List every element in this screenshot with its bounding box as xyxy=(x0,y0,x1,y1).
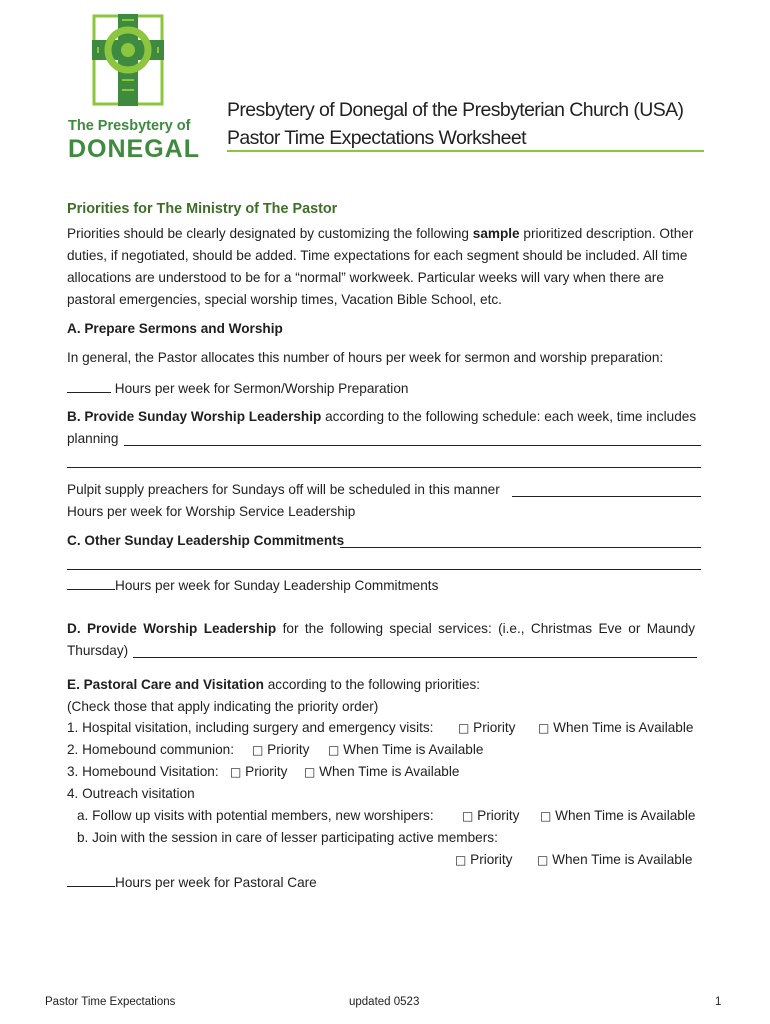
intro-line-3: allocations are understood to be for a “normal” workweek. Particular weeks will vary when there are xyxy=(67,270,664,285)
hours-blank-sermon[interactable] xyxy=(67,380,111,393)
checkbox-icon[interactable]: □ xyxy=(537,853,549,867)
title-line-2: Pastor Time Expectations Worksheet xyxy=(227,127,526,149)
checkbox-icon[interactable]: □ xyxy=(462,809,474,823)
section-b-rest: according to the following schedule: each week, time includes xyxy=(321,409,697,424)
intro-text-1a: Priorities should be clearly designated by customizing the following xyxy=(67,226,473,241)
intro-line-1 xyxy=(67,226,693,242)
section-c-hours-line xyxy=(67,577,438,594)
footer-left: Pastor Time Expectations xyxy=(45,996,176,1008)
when-available-label: When Time is Available xyxy=(343,742,484,757)
intro-line-4: pastoral emergencies, special worship times, Vacation Bible School, etc. xyxy=(67,292,502,307)
item-4b-label: b. Join with the session in care of lesser participating active members: xyxy=(77,830,498,845)
intro-line-2: duties, if negotiated, should be added. Time expectations for each segment should be included. All time xyxy=(67,248,688,263)
checkbox-icon[interactable]: □ xyxy=(458,721,470,735)
section-b-hours-label: Hours per week for Worship Service Leadership xyxy=(67,504,356,519)
checkbox-icon[interactable]: □ xyxy=(540,809,552,823)
checkbox-icon[interactable]: □ xyxy=(230,765,242,779)
section-e-rest: according to the following priorities: xyxy=(263,677,481,692)
checkbox-icon[interactable]: □ xyxy=(455,853,467,867)
item-2-when-option[interactable] xyxy=(328,742,483,758)
checkbox-icon[interactable]: □ xyxy=(538,721,550,735)
item-2-label: 2. Homebound communion: xyxy=(67,742,234,757)
section-d-line-1 xyxy=(67,621,701,637)
priority-label: Priority xyxy=(477,808,520,823)
logo-line-1: The Presbytery of xyxy=(68,118,191,134)
title-underline xyxy=(227,150,704,152)
item-2-priority-option[interactable] xyxy=(252,742,309,758)
commitments-blank[interactable] xyxy=(340,547,701,548)
presbytery-logo xyxy=(66,14,200,164)
section-e-hours-line xyxy=(67,874,317,891)
item-4a-label: a. Follow up visits with potential members, new worshipers: xyxy=(77,808,434,823)
section-b-pulpit: Pulpit supply preachers for Sundays off will be scheduled in this manner xyxy=(67,482,500,497)
section-heading: Priorities for The Ministry of The Pastor xyxy=(67,201,338,217)
section-e-heading: E. Pastoral Care and Visitation xyxy=(67,677,264,692)
item-3-when-option[interactable] xyxy=(304,764,459,780)
priority-label: Priority xyxy=(267,742,310,757)
item-4a-when-option[interactable] xyxy=(540,808,695,824)
section-b-heading: B. Provide Sunday Worship Leadership xyxy=(67,409,322,424)
section-b-planning-label: planning xyxy=(67,431,119,446)
when-available-label: When Time is Available xyxy=(319,764,460,779)
hours-blank-pastoral[interactable] xyxy=(67,874,115,887)
when-available-label: When Time is Available xyxy=(552,852,693,867)
item-1-label: 1. Hospital visitation, including surgery and emergency visits: xyxy=(67,720,434,735)
celtic-cross-icon xyxy=(66,14,192,114)
intro-text-1b: prioritized description. Other xyxy=(519,226,694,241)
section-e-line-1 xyxy=(67,677,480,693)
section-a-hours-line xyxy=(67,380,408,397)
section-c-heading: C. Other Sunday Leadership Commitments xyxy=(67,533,345,548)
section-a-heading: A. Prepare Sermons and Worship xyxy=(67,321,283,336)
priority-label: Priority xyxy=(473,720,516,735)
section-e-check-note: (Check those that apply indicating the priority order) xyxy=(67,699,379,714)
special-services-blank[interactable] xyxy=(133,657,697,658)
priority-label: Priority xyxy=(470,852,513,867)
section-e-hours-label: Hours per week for Pastoral Care xyxy=(115,875,317,890)
hours-blank-sunday[interactable] xyxy=(67,577,115,590)
section-d-heading: D. Provide Worship Leadership xyxy=(67,621,277,636)
section-b-line-1 xyxy=(67,409,696,425)
checkbox-icon[interactable]: □ xyxy=(304,765,316,779)
item-1-priority-option[interactable] xyxy=(458,720,515,736)
footer-page-number: 1 xyxy=(715,996,722,1008)
logo-line-2: DONEGAL xyxy=(68,135,200,163)
section-a-hours-label: Hours per week for Sermon/Worship Preparation xyxy=(114,381,409,396)
when-available-label: When Time is Available xyxy=(555,808,696,823)
footer-center: updated 0523 xyxy=(349,996,420,1008)
section-a-text: In general, the Pastor allocates this number of hours per week for sermon and worship preparation: xyxy=(67,350,664,365)
section-d-thursday: Thursday) xyxy=(67,643,129,658)
document-title xyxy=(227,96,683,152)
item-4a-priority-option[interactable] xyxy=(462,808,519,824)
intro-sample-word: sample xyxy=(472,226,520,241)
priority-label: Priority xyxy=(245,764,288,779)
item-4b-when-option[interactable] xyxy=(537,852,692,868)
checkbox-icon[interactable]: □ xyxy=(252,743,264,757)
checkbox-icon[interactable]: □ xyxy=(328,743,340,757)
planning-blank-2[interactable] xyxy=(67,467,701,468)
item-1-when-option[interactable] xyxy=(538,720,693,736)
section-c-hours-label: Hours per week for Sunday Leadership Commitments xyxy=(115,578,439,593)
section-d-rest: for the following special services: (i.e., Christmas Eve or Maundy xyxy=(276,621,696,636)
item-4-label: 4. Outreach visitation xyxy=(67,786,195,801)
pulpit-blank[interactable] xyxy=(512,496,701,497)
title-line-1: Presbytery of Donegal of the Presbyterian Church (USA) xyxy=(227,99,684,121)
item-4b-priority-option[interactable] xyxy=(455,852,512,868)
planning-blank[interactable] xyxy=(124,445,701,446)
item-3-priority-option[interactable] xyxy=(230,764,287,780)
when-available-label: When Time is Available xyxy=(553,720,694,735)
commitments-blank-2[interactable] xyxy=(67,569,701,570)
item-3-label: 3. Homebound Visitation: xyxy=(67,764,219,779)
